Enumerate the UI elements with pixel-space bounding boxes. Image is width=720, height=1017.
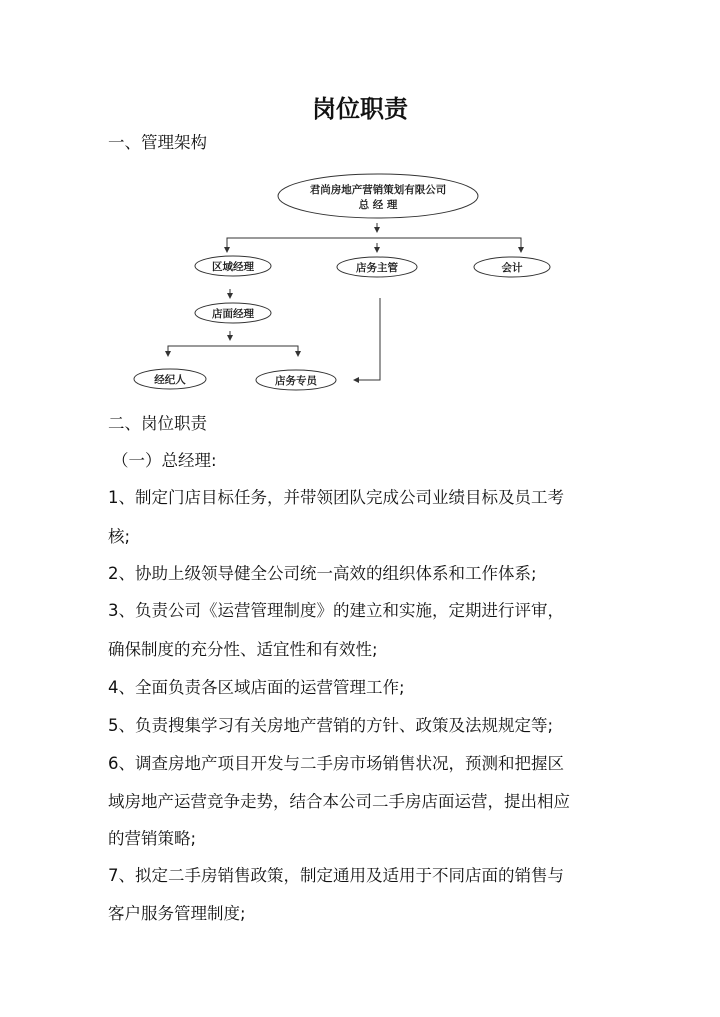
section-heading: 一、管理架构	[108, 133, 207, 152]
org-label: 区域经理	[212, 261, 254, 273]
page-title: 岗位职责	[312, 95, 408, 123]
body-line: 的营销策略;	[108, 829, 197, 848]
org-label: 店务专员	[275, 375, 317, 387]
subsection-heading: （一）总经理:	[112, 451, 217, 470]
org-label: 经纪人	[154, 374, 186, 386]
org-label: 总 经 理	[358, 199, 398, 211]
body-line: 客户服务管理制度;	[108, 904, 246, 923]
body-line: 6、调查房地产项目开发与二手房市场销售状况，预测和把握区	[108, 754, 564, 773]
org-node-gm	[278, 174, 478, 218]
body-line: 4、全面负责各区域店面的运营管理工作;	[108, 678, 405, 697]
body-line: 3、负责公司《运营管理制度》的建立和实施，定期进行评审，	[108, 601, 564, 620]
body-line: 2、协助上级领导健全公司统一高效的组织体系和工作体系;	[108, 564, 537, 583]
body-line: 1、制定门店目标任务，并带领团队完成公司业绩目标及员工考	[108, 488, 564, 507]
body-line: 核;	[108, 527, 131, 546]
body-line: 域房地产运营竞争走势，结合本公司二手房店面运营，提出相应	[108, 792, 570, 811]
org-label: 君尚房地产营销策划有限公司	[309, 184, 447, 196]
org-label: 店务主管	[356, 262, 398, 274]
org-chart	[0, 0, 720, 420]
section-heading: 二、岗位职责	[108, 414, 207, 433]
body-line: 7、拟定二手房销售政策，制定通用及适用于不同店面的销售与	[108, 866, 564, 885]
org-label: 店面经理	[212, 308, 254, 320]
body-line: 5、负责搜集学习有关房地产营销的方针、政策及法规规定等;	[108, 716, 554, 735]
body-line: 确保制度的充分性、适宜性和有效性;	[108, 640, 378, 659]
org-label: 会计	[501, 262, 523, 274]
